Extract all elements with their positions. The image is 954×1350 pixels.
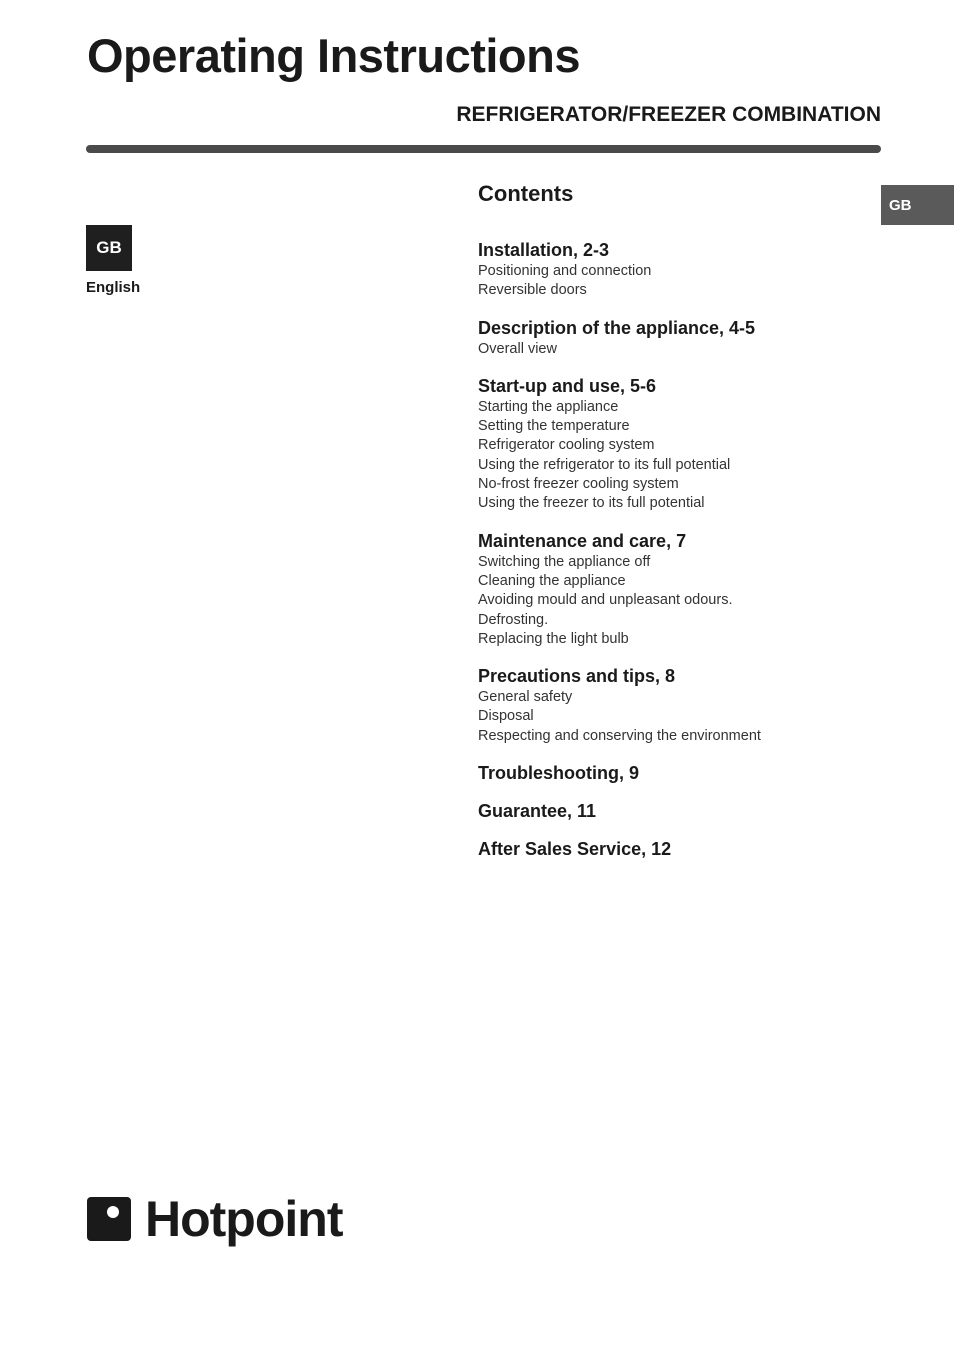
toc-subitem: Starting the appliance <box>478 398 619 415</box>
toc-subitem: Using the freezer to its full potential <box>478 495 705 512</box>
toc-section <box>478 529 898 649</box>
brand-name: Hotpoint <box>145 1191 343 1247</box>
toc-subitem: No-frost freezer cooling system <box>478 476 679 493</box>
header-divider <box>86 145 881 153</box>
table-of-contents <box>478 224 898 861</box>
toc-section-title: Precautions and tips, 8 <box>478 666 676 687</box>
page-title: Operating Instructions <box>87 29 580 82</box>
toc-section-title: Guarantee, 11 <box>478 801 597 822</box>
toc-section <box>478 761 898 785</box>
toc-section <box>478 374 898 514</box>
toc-subitem: Using the refrigerator to its full potential <box>478 456 731 473</box>
toc-section-title: After Sales Service, 12 <box>478 839 672 860</box>
toc-section <box>478 238 898 301</box>
toc-section <box>478 799 898 823</box>
toc-subitem: Reversible doors <box>478 282 587 299</box>
product-subtitle: REFRIGERATOR/FREEZER COMBINATION <box>456 103 881 126</box>
language-side-tab: GB <box>881 185 954 225</box>
toc-subitem: Switching the appliance off <box>478 553 651 570</box>
toc-subitem: Cleaning the appliance <box>478 572 626 589</box>
toc-subitem: Replacing the light bulb <box>478 630 629 647</box>
toc-subitem: Overall view <box>478 340 557 357</box>
toc-subitem: General safety <box>478 689 573 706</box>
language-badge: GB <box>86 225 132 271</box>
toc-subitem: Respecting and conserving the environment <box>478 727 761 744</box>
toc-section <box>478 664 898 746</box>
toc-subitem: Defrosting. <box>478 611 549 628</box>
toc-subitem: Avoiding mould and unpleasant odours. <box>478 592 733 609</box>
contents-heading: Contents <box>478 181 574 206</box>
toc-section <box>478 837 898 861</box>
toc-section-title: Maintenance and care, 7 <box>478 530 687 551</box>
toc-subitem: Refrigerator cooling system <box>478 437 655 454</box>
toc-section-title: Description of the appliance, 4-5 <box>478 317 756 338</box>
toc-subitem: Setting the temperature <box>478 418 630 435</box>
toc-section-title: Troubleshooting, 9 <box>478 763 639 784</box>
toc-subitem: Positioning and connection <box>478 263 652 279</box>
toc-section-title: Start-up and use, 5-6 <box>478 375 657 396</box>
brand-logo <box>87 1189 342 1249</box>
toc-section <box>478 316 898 359</box>
language-name: English <box>86 279 141 296</box>
toc-subitem: Disposal <box>478 708 534 725</box>
toc-section-title: Installation, 2-3 <box>478 240 610 260</box>
hotpoint-logo-icon <box>87 1197 131 1241</box>
